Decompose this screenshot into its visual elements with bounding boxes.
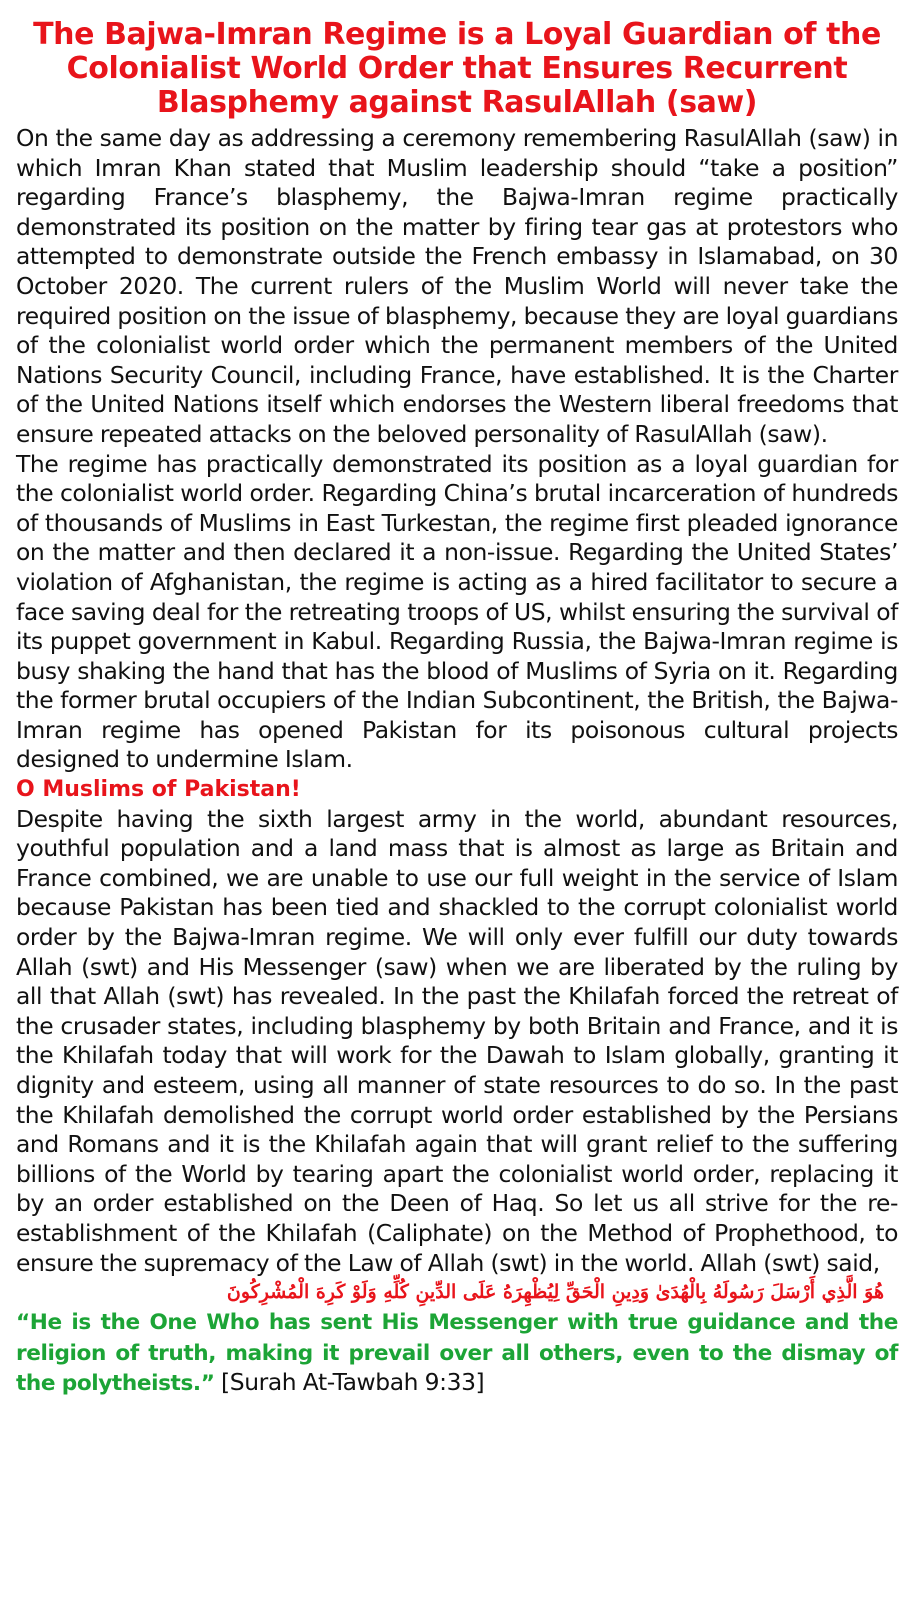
document-page	[16, 18, 898, 1399]
quran-verse-reference: [Surah At-Tawbah 9:33]	[221, 1368, 485, 1397]
body-paragraph-1: On the same day as addressing a ceremony remembering RasulAllah (saw) in which Imran Khan stated that Muslim leadership should “take a position” regarding France’s blasphemy, the Bajwa-Imran regime practically demonstrated its position on the matter by firing tear gas at protestors who attempted to demonstrate outside the French embassy in Islamabad, on 30 October 2020. The current rulers of the Muslim World will never take the required position on the issue of blasphemy, because they are loyal guardians of the colonialist world order which the permanent members of the United Nations Security Council, including France, have established. It is the Charter of the United Nations itself which endorses the Western liberal freedoms that ensure repeated attacks on the beloved personality of RasulAllah (saw).	[16, 124, 898, 448]
quran-verse-arabic: هُوَ الَّذِي أَرْسَلَ رَسُولَهُ بِالْهُدَىٰ وَدِينِ الْحَقِّ لِيُظْهِرَهُ عَلَى الدِّينِ كُلِّهِ وَلَوْ كَرِهَ الْمُشْرِكُونَ	[226, 1281, 884, 1304]
quran-verse-translation-block	[16, 1307, 898, 1399]
body-paragraph-2: The regime has practically demonstrated its position as a loyal guardian for the colonialist world order. Regarding China’s brutal incarceration of hundreds of thousands of Muslims in East Turkestan, the regime first pleaded ignorance on the matter and then declared it a non-issue. Regarding the United States’ violation of Afghanistan, the regime is acting as a hired facilitator to secure a face saving deal for the retreating troops of US, whilst ensuring the survival of its puppet government in Kabul. Regarding Russia, the Bajwa-Imran regime is busy shaking the hand that has the blood of Muslims of Syria on it. Regarding the former brutal occupiers of the Indian Subcontinent, the British, the Bajwa-Imran regime has opened Pakistan for its poisonous cultural projects designed to undermine Islam.	[16, 449, 898, 774]
document-title: The Bajwa-Imran Regime is a Loyal Guardian of the Colonialist World Order that Ensures Recurrent Blasphemy against RasulAllah (saw)	[33, 17, 881, 120]
section-heading: O Muslims of Pakistan!	[16, 777, 301, 803]
quran-verse-translation: “He is the One Who has sent His Messenger with true guidance and the religion of truth, making it prevail over all others, even to the dismay of the polytheists.”	[16, 1310, 898, 1397]
closing-paragraph: Despite having the sixth largest army in the world, abundant resources, youthful population and a land mass that is almost as large as Britain and France combined, we are unable to use our full weight in the service of Islam because Pakistan has been tied and shackled to the corrupt colonialist world order by the Bajwa-Imran regime. We will only ever fulfill our duty towards Allah (swt) and His Messenger (saw) when we are liberated by the ruling by all that Allah (swt) has revealed. In the past the Khilafah forced the retreat of the crusader states, including blasphemy by both Britain and France, and it is the Khilafah today that will work for the Dawah to Islam globally, granting it dignity and esteem, using all manner of state resources to do so. In the past the Khilafah demolished the corrupt world order established by the Persians and Romans and it is the Khilafah again that will grant relief to the suffering billions of the World by tearing apart the colonialist world order, replacing it by an order established on the Deen of Haq. So let us all strive for the re-establishment of the Khilafah (Caliphate) on the Method of Prophethood, to ensure the supremacy of the Law of Allah (swt) in the world. Allah (swt) said,	[16, 804, 898, 1277]
